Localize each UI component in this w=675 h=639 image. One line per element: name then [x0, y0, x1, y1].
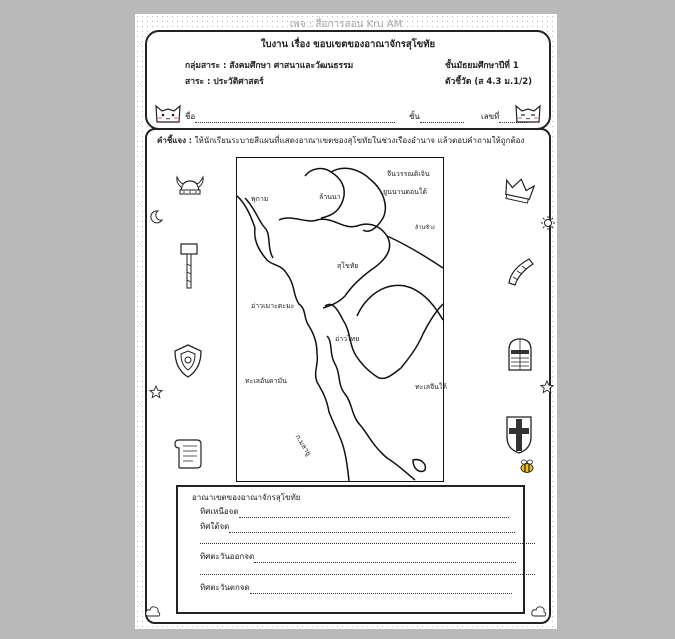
answer-south-label: ทิศใต้จด [200, 522, 230, 531]
scroll-icon [173, 436, 203, 472]
answer-west-field[interactable] [200, 581, 512, 594]
cat-left-icon [151, 100, 185, 124]
knight-helmet-icon [505, 336, 535, 372]
horn-icon [505, 255, 535, 287]
answer-continuation-line[interactable] [200, 543, 535, 544]
east-coast [401, 304, 443, 368]
label-south-china-sea: ทะเลจีนใต้ [415, 383, 447, 391]
label-gulf-thailand: อ่าวไทย [335, 335, 360, 343]
island [413, 460, 425, 472]
label-yunnan: ยูนนานตอนใต้ [383, 188, 427, 196]
page-credit: เพจ : สื่อการสอน Kru AM [289, 19, 403, 30]
sun-icon [541, 216, 555, 230]
map-frame [236, 157, 447, 482]
label-martaban: อ่าวเมาะตะมะ [251, 302, 295, 310]
main-box [145, 128, 551, 624]
cat-right-icon [511, 100, 545, 124]
subject-strand: สาระ : ประวัติศาสตร์ [185, 77, 264, 87]
answer-west-label: ทิศตะวันตกจด [200, 583, 250, 592]
class-label: ชั้น [409, 112, 420, 121]
worksheet-title: ใบงาน เรื่อง ขอบเขตของอาณาจักรสุโขทัย [260, 39, 436, 50]
answer-continuation-line[interactable] [200, 574, 535, 575]
grade-level: ชั้นมัธยมศึกษาปีที่ 1 [445, 61, 519, 71]
answer-east-label: ทิศตะวันออกจด [200, 552, 255, 561]
answer-east-field[interactable] [200, 550, 516, 563]
indicator: ตัวชี้วัด (ส 4.3 ม.1/2) [445, 77, 533, 87]
bee-icon [519, 458, 535, 474]
name-label: ชื่อ [185, 112, 196, 121]
instructions [157, 134, 547, 147]
label-sukhothai: สุโขทัย [337, 262, 359, 270]
cloud-left-icon [145, 604, 161, 618]
label-malay: ก.มลายู [293, 433, 313, 458]
answer-box [176, 485, 525, 614]
label-pagan: พุกาม [251, 195, 269, 203]
star-right-icon [540, 380, 554, 394]
malay-peninsula [327, 336, 415, 480]
answer-south-field[interactable] [200, 520, 515, 533]
cloud-right-icon [531, 604, 547, 618]
star-left-icon [149, 385, 163, 399]
map-drawing [237, 158, 443, 481]
number-label: เลขที่ [481, 112, 500, 121]
worksheet-page [135, 14, 557, 629]
cross-shield-icon [505, 415, 533, 455]
khmer-region [357, 236, 443, 320]
label-lanxang: ล้านช้าง [415, 225, 435, 231]
class-field[interactable] [409, 110, 464, 123]
subject-group: กลุ่มสาระ : สังคมศึกษา ศาสนาและวัฒนธรรม [185, 61, 354, 71]
header-box [145, 30, 551, 130]
answer-north-label: ทิศเหนือจด [200, 507, 239, 516]
label-lanna: ล้านนา [319, 193, 341, 201]
answer-north-field[interactable] [200, 505, 509, 518]
label-chinese-area: จีนวรรณดิเจิน [387, 170, 430, 178]
instructions-text: ให้นักเรียนระบายสีแผนที่แสดงอาณาเขตของสุโขทัยในช่วงเรืองอำนาจ แล้วตอบคำถามให้ถูกต้อง [194, 136, 525, 145]
hammer-icon [177, 242, 201, 292]
name-field[interactable] [185, 110, 395, 123]
crown-icon [503, 175, 535, 205]
label-andaman: ทะเลอันดามัน [245, 377, 287, 385]
shield-icon [173, 343, 203, 379]
instructions-label: คำชี้แจง : [157, 136, 193, 145]
moon-icon [149, 210, 163, 224]
answer-title: อาณาเขตของอาณาจักรสุโขทัย [192, 493, 301, 502]
viking-helmet-icon [175, 175, 205, 199]
